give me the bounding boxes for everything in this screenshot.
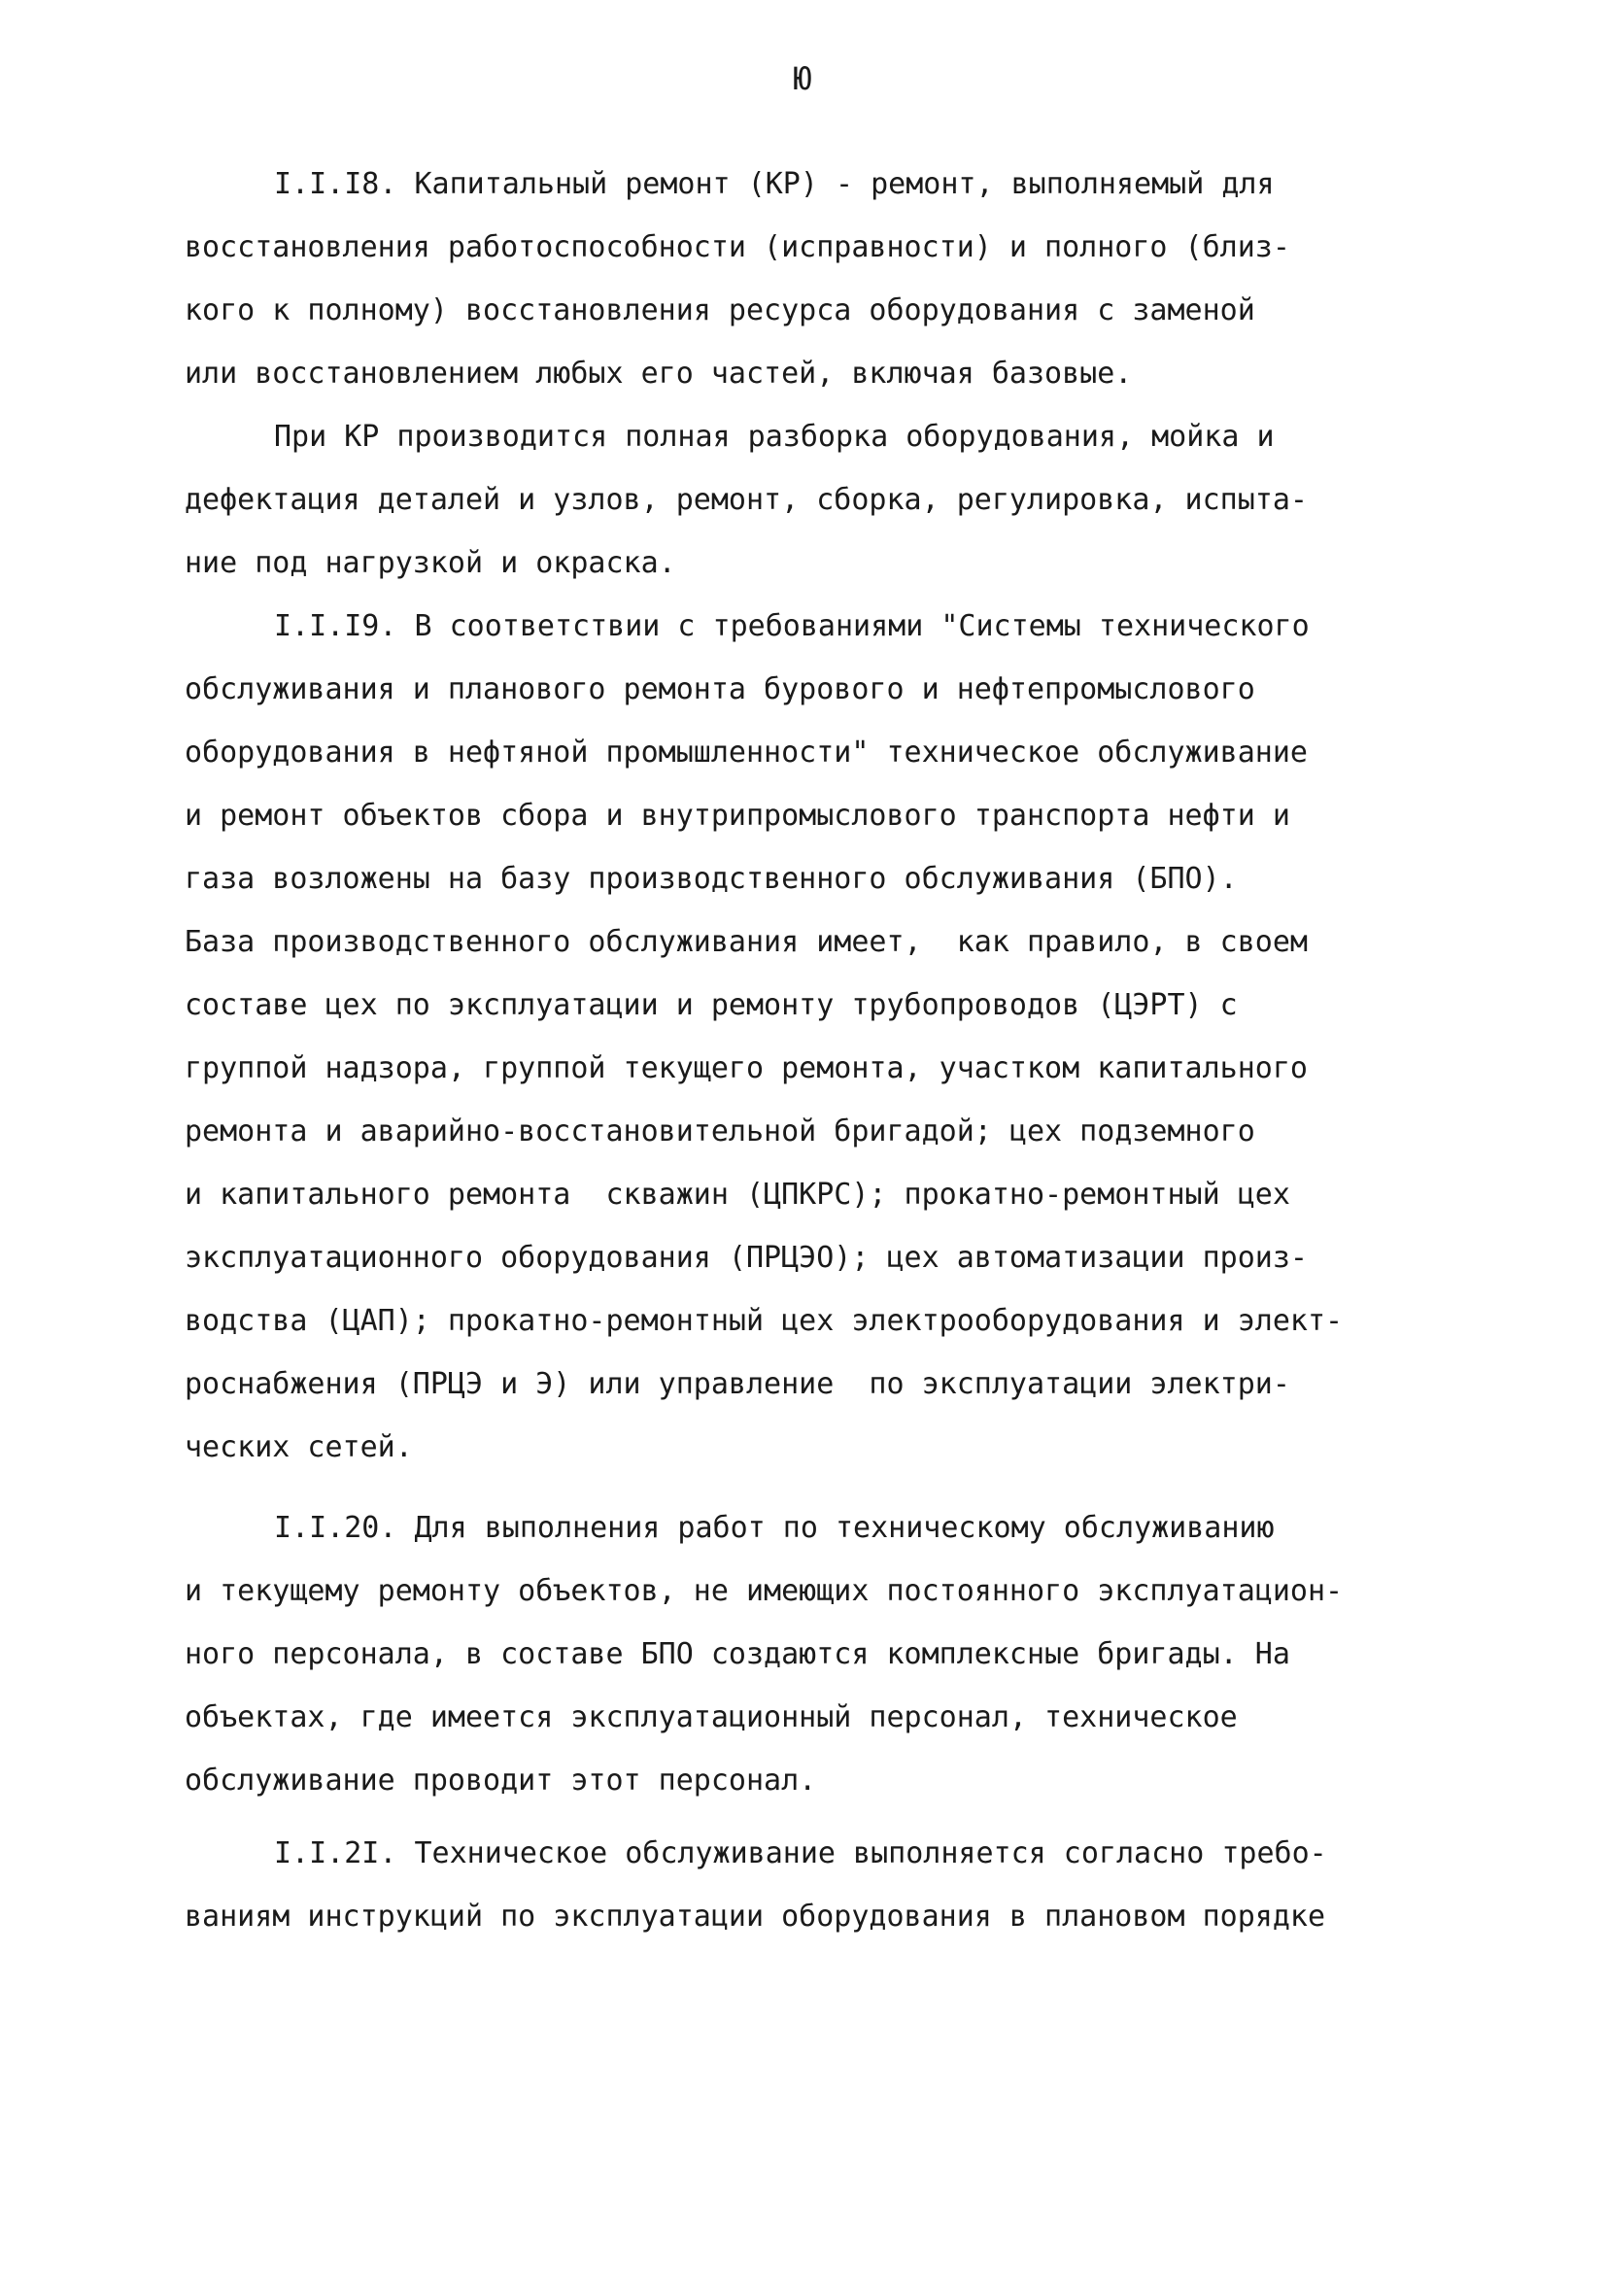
paragraph-1-1-20-line: объектах, где имеется эксплуатационный персонал, техническое: [185, 1700, 1238, 1734]
paragraph-1-1-19-line: обслуживания и планового ремонта бурового и нефтепромыслового: [185, 672, 1255, 706]
paragraph-1-1-19-line: I.I.I9. В соответствии с требованиями "Системы технического: [274, 609, 1310, 643]
paragraph-1-1-19-line: оборудования в нефтяной промышленности" техническое обслуживание: [185, 736, 1308, 770]
paragraph-1-1-19-line: группой надзора, группой текущего ремонта, участком капитального: [185, 1051, 1308, 1085]
paragraph-1-1-19-line: составе цех по эксплуатации и ремонту трубопроводов (ЦЭРТ) с: [185, 988, 1238, 1022]
paragraph-1-1-19-line: эксплуатационного оборудования (ПРЦЭО); цех автоматизации произ-: [185, 1241, 1308, 1275]
paragraph-1-1-18-line: кого к полному) восстановления ресурса оборудования с заменой: [185, 293, 1255, 327]
paragraph-1-1-18-line: или восстановлением любых его частей, включая базовые.: [185, 357, 1133, 391]
paragraph-1-1-18-line: I.I.I8. Капитальный ремонт (КР) - ремонт, выполняемый для: [274, 167, 1275, 201]
paragraph-1-1-19-line: ческих сетей.: [185, 1430, 413, 1464]
paragraph-1-1-18-line: восстановления работоспособности (исправности) и полного (близ-: [185, 230, 1290, 264]
paragraph-1-1-20-line: I.I.20. Для выполнения работ по техническому обслуживанию: [274, 1511, 1275, 1545]
paragraph-1-1-19-line: и капитального ремонта скважин (ЦПКРС); прокатно-ремонтный цех: [185, 1178, 1290, 1212]
paragraph-1-1-20-line: и текущему ремонту объектов, не имеющих постоянного эксплуатацион-: [185, 1574, 1344, 1608]
paragraph-kr-details-line: дефектация деталей и узлов, ремонт, сборка, регулировка, испыта-: [185, 483, 1308, 517]
paragraph-1-1-21-line: I.I.2I. Техническое обслуживание выполняется согласно требо-: [274, 1836, 1327, 1870]
paragraph-1-1-19-line: роснабжения (ПРЦЭ и Э) или управление по эксплуатации электри-: [185, 1367, 1290, 1401]
page-number: Ю: [793, 60, 813, 97]
paragraph-1-1-19-line: ремонта и аварийно-восстановительной бригадой; цех подземного: [185, 1114, 1255, 1148]
paragraph-1-1-19-line: газа возложены на базу производственного обслуживания (БПО).: [185, 862, 1238, 896]
paragraph-kr-details-line: ние под нагрузкой и окраска.: [185, 546, 676, 580]
paragraph-kr-details-line: При КР производится полная разборка оборудования, мойка и: [274, 420, 1275, 454]
paragraph-1-1-20-line: обслуживание проводит этот персонал.: [185, 1764, 817, 1798]
paragraph-1-1-21-line: ваниям инструкций по эксплуатации оборудования в плановом порядке: [185, 1900, 1325, 1934]
paragraph-1-1-20-line: ного персонала, в составе БПО создаются комплексные бригады. На: [185, 1637, 1290, 1671]
paragraph-1-1-19-line: и ремонт объектов сбора и внутрипромыслового транспорта нефти и: [185, 799, 1290, 833]
paragraph-1-1-19-line: База производственного обслуживания имеет, как правило, в своем: [185, 925, 1308, 959]
paragraph-1-1-19-line: водства (ЦАП); прокатно-ремонтный цех электрооборудования и элект-: [185, 1304, 1344, 1338]
